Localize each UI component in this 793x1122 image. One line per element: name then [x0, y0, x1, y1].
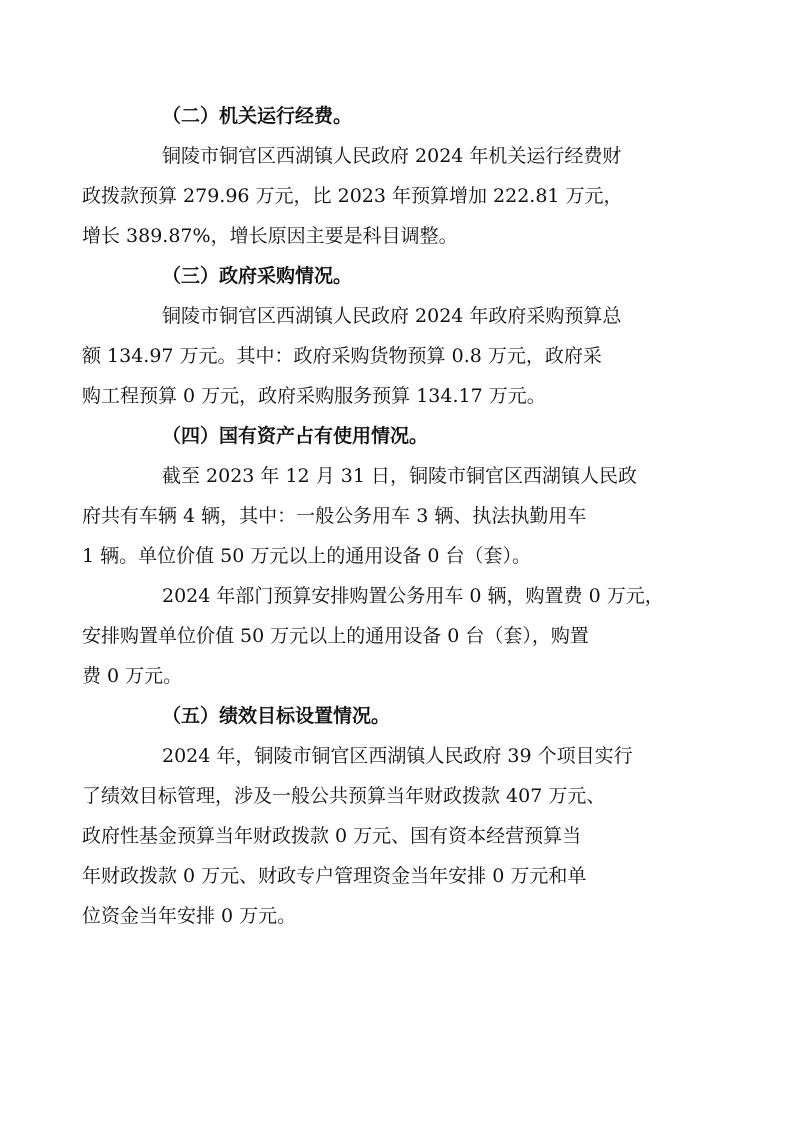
text-line: 府共有车辆 4 辆，其中：一般公务用车 3 辆、执法执勤用车	[82, 505, 587, 527]
text-line: 位资金当年安排 0 万元。	[82, 905, 297, 927]
paragraph-performance-targets	[82, 736, 662, 936]
text-line: 铜陵市铜官区西湖镇人民政府 2024 年机关运行经费财	[162, 145, 622, 167]
paragraph-state-assets-purchase	[82, 576, 664, 696]
text-line: 年财政拨款 0 万元、财政专户管理资金当年安排 0 万元和单	[82, 865, 587, 887]
section-heading-state-assets: （四）国有资产占有使用情况。	[162, 425, 429, 447]
text-line: 额 134.97 万元。其中：政府采购货物预算 0.8 万元，政府采	[82, 345, 602, 367]
section-heading-government-procurement: （三）政府采购情况。	[162, 265, 353, 287]
text-line: 了绩效目标管理，涉及一般公共预算当年财政拨款 407 万元、	[82, 785, 606, 807]
text-line: 2024 年，铜陵市铜官区西湖镇人民政府 39 个项目实行	[162, 745, 633, 767]
text-line: 政拨款预算 279.96 万元，比 2023 年预算增加 222.81 万元，	[82, 185, 623, 207]
section-heading-performance-targets: （五）绩效目标设置情况。	[162, 705, 391, 727]
section-heading-operating-expenses: （二）机关运行经费。	[162, 105, 353, 127]
text-line: 增长 389.87%，增长原因主要是科目调整。	[82, 225, 458, 247]
paragraph-state-assets-vehicles	[82, 456, 662, 576]
text-line: 铜陵市铜官区西湖镇人民政府 2024 年政府采购预算总	[162, 305, 622, 327]
text-line: 购工程预算 0 万元，政府采购服务预算 134.17 万元。	[82, 385, 546, 407]
text-line: 费 0 万元。	[82, 665, 183, 687]
text-line: 1 辆。单位价值 50 万元以上的通用设备 0 台（套）。	[82, 545, 532, 567]
paragraph-government-procurement	[82, 296, 662, 416]
document-body	[82, 96, 664, 936]
text-line: 2024 年部门预算安排购置公务用车 0 辆，购置费 0 万元，	[162, 585, 664, 607]
text-line: 政府性基金预算当年财政拨款 0 万元、国有资本经营预算当	[82, 825, 582, 847]
text-line: 安排购置单位价值 50 万元以上的通用设备 0 台（套），购置	[82, 625, 589, 647]
paragraph-operating-expenses	[82, 136, 662, 256]
text-line: 截至 2023 年 12 月 31 日，铜陵市铜官区西湖镇人民政	[162, 465, 637, 487]
